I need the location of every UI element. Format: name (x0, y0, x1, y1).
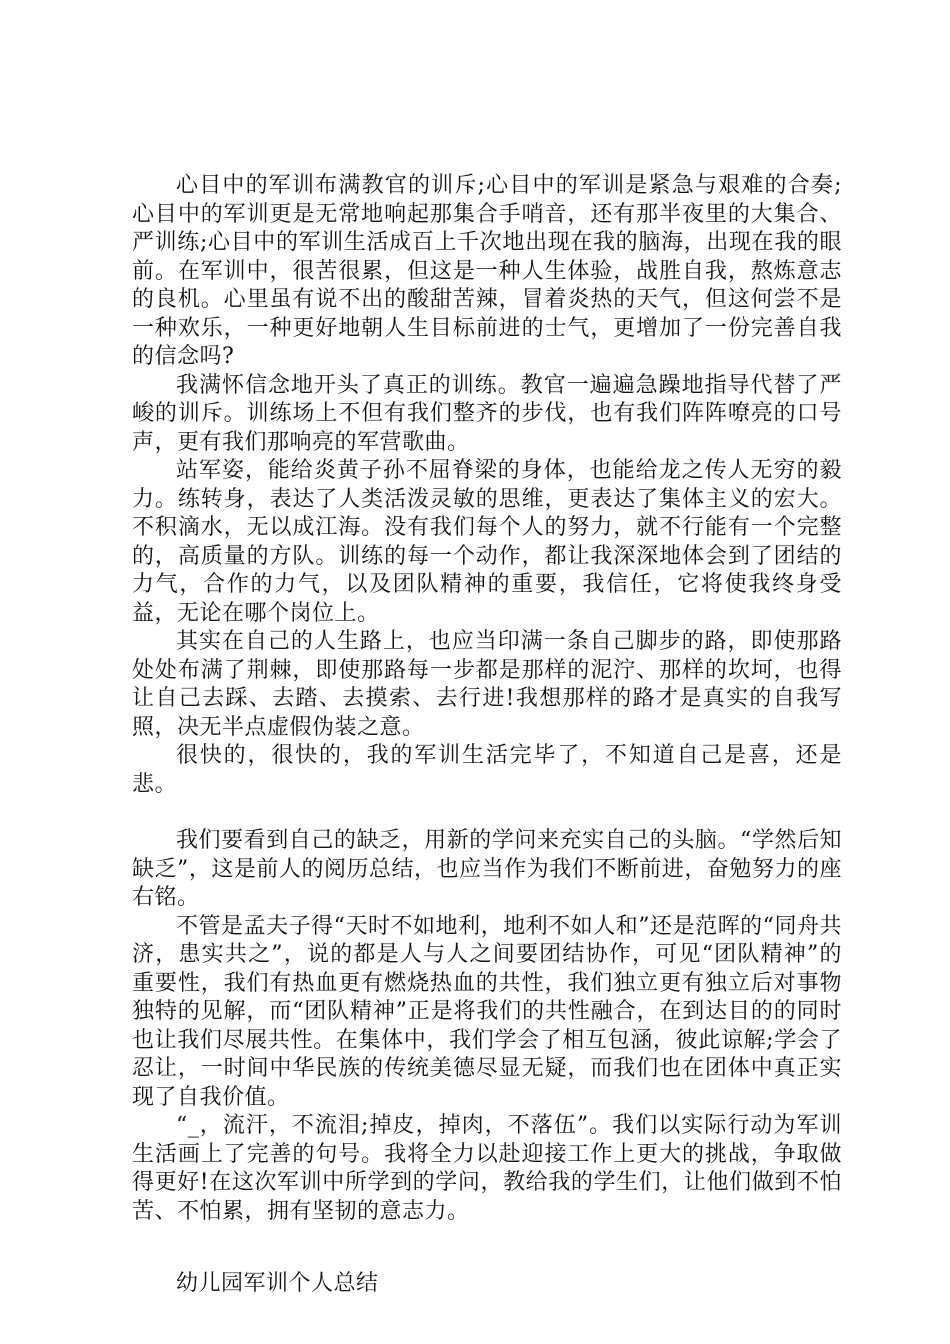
closing-title: 幼儿园军训个人总结 (176, 1271, 379, 1296)
paragraph: 站军姿，能给炎黄子孙不屈脊梁的身体，也能给龙之传人无穷的毅力。练转身，表达了人类活泼灵敏的思维，更表达了集体主义的宏大。不积滴水，无以成江海。没有我们每个人的努力，就不行能有一个完整的，高质量的方队。训练的每一个动作，都让我深深地体会到了团结的力气，合作的力气，以及团队精神的重要，我信任，它将使我终身受益，无论在哪个岗位上。 (132, 458, 842, 626)
document-body (132, 172, 842, 1299)
paragraph: 很快的，很快的，我的军训生活完毕了，不知道自己是喜，还是悲。 (132, 743, 842, 797)
paragraph: 我满怀信念地开头了真正的训练。教官一遍遍急躁地指导代替了严峻的训斥。训练场上不但有我们整齐的步伐，也有我们阵阵嘹亮的口号声，更有我们那响亮的军营歌曲。 (132, 372, 842, 455)
paragraph: 其实在自己的人生路上，也应当印满一条自己脚步的路，即使那路处处布满了荆棘，即使那路每一步都是那样的泥泞、那样的坎坷，也得让自己去踩、去踏、去摸索、去行进!我想那样的路才是真实的自我写照，决无半点虚假伪装之意。 (132, 629, 842, 740)
paragraph: 不管是孟夫子得“天时不如地利，地利不如人和”还是范晖的“同舟共济，患实共之”，说的都是人与人之间要团结协作，可见“团队精神”的重要性，我们有热血更有燃烧热血的共性，我们独立更有独立后对事物独特的见解，而“团队精神”正是将我们的共性融合，在到达目的的同时也让我们尽展共性。在集体中，我们学会了相互包涵，彼此谅解;学会了忍让，一时间中华民族的传统美德尽显无疑，而我们也在团体中真正实现了自我价值。 (132, 913, 842, 1110)
paragraph: “_，流汗，不流泪;掉皮，掉肉，不落伍”。我们以实际行动为军训生活画上了完善的句号。我将全力以赴迎接工作上更大的挑战，争取做得更好!在这次军训中所学到的学问，教给我的学生们，让他们做到不怕苦、不怕累，拥有坚韧的意志力。 (132, 1113, 842, 1224)
paragraph: 心目中的军训布满教官的训斥;心目中的军训是紧急与艰难的合奏;心目中的军训更是无常地响起那集合手哨音，还有那半夜里的大集合、严训练;心目中的军训生活成百上千次地出现在我的脑海，出现在我的眼前。在军训中，很苦很累，但这是一种人生体验，战胜自我，熬炼意志的良机。心里虽有说不出的酸甜苦辣，冒着炎热的天气，但这何尝不是一种欢乐，一种更好地朝人生目标前进的士气，更增加了一份完善自我的信念吗? (132, 173, 842, 369)
paragraph: 我们要看到自己的缺乏，用新的学问来充实自己的头脑。“学然后知缺乏”，这是前人的阅历总结，也应当作为我们不断前进，奋勉努力的座右铭。 (132, 828, 842, 910)
